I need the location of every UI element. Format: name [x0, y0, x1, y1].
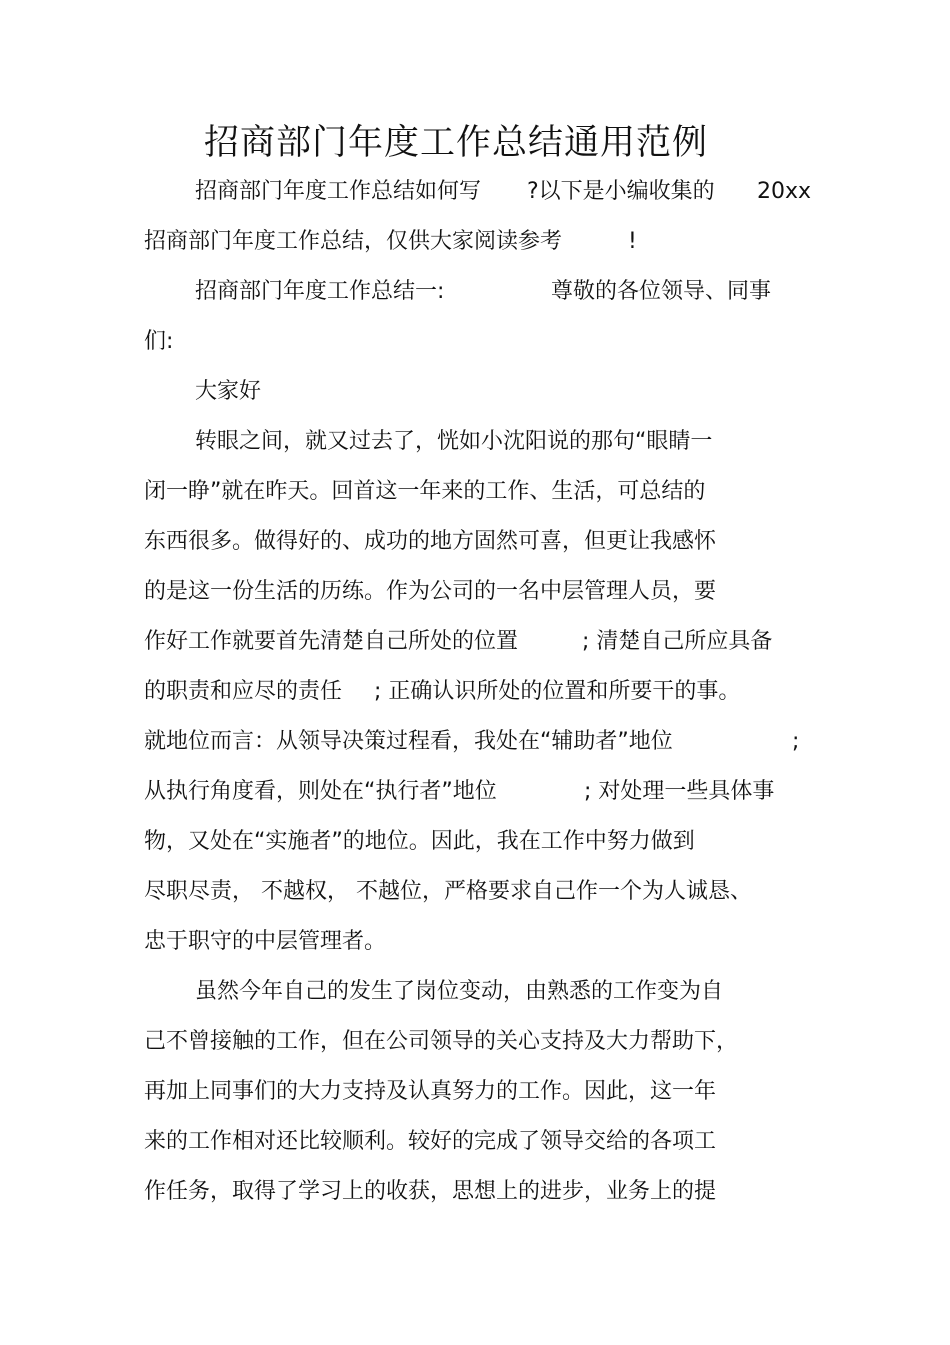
salutation-cont: 们:	[144, 329, 174, 354]
paragraph-line: 尽职尽责， 不越权， 不越位，严格要求自己作一个为人诚恳、	[144, 879, 752, 904]
paragraph-line: 虽然今年自己的发生了岗位变动，由熟悉的工作变为自	[195, 979, 724, 1004]
paragraph-line: 作任务，取得了学习上的收获，思想上的进步，业务上的提	[144, 1179, 717, 1204]
intro-text: ?以下是小编收集的	[527, 179, 715, 204]
paragraph-line: 物，又处在“实施者”的地位。因此，我在工作中努力做到	[144, 829, 695, 854]
paragraph-text: 的职责和应尽的责任	[144, 679, 343, 704]
paragraph-line: 来的工作相对还比较顺利。较好的完成了领导交给的各项工	[144, 1129, 717, 1154]
intro-year: 20xx	[757, 179, 812, 204]
document-title: 招商部门年度工作总结通用范例	[203, 123, 708, 163]
paragraph-text: ; 正确认识所处的位置和所要干的事。	[374, 679, 741, 704]
paragraph-line: 的是这一份生活的历练。作为公司的一名中层管理人员，要	[144, 579, 717, 604]
paragraph-text: 从执行角度看，则处在“执行者”地位	[144, 779, 497, 804]
section-heading-text: 招商部门年度工作总结一:	[195, 279, 445, 304]
paragraph-text: 就地位而言：从领导决策过程看，我处在“辅助者”地位	[144, 729, 673, 754]
paragraph-line: 忠于职守的中层管理者。	[144, 929, 387, 954]
intro-text: !	[628, 229, 637, 254]
paragraph-line: 东西很多。做得好的、成功的地方固然可喜，但更让我感怀	[144, 529, 717, 554]
paragraph-text: ; 对处理一些具体事	[584, 779, 775, 804]
paragraph-line: 己不曾接触的工作，但在公司领导的关心支持及大力帮助下，	[144, 1029, 739, 1054]
paragraph-text: ;	[792, 729, 800, 754]
paragraph-text: 作好工作就要首先清楚自己所处的位置	[144, 629, 519, 654]
paragraph-line: 转眼之间，就又过去了，恍如小沈阳说的那句“眼睛一	[195, 429, 713, 454]
intro-text: 招商部门年度工作总结如何写	[195, 179, 482, 204]
paragraph-line: 再加上同事们的大力支持及认真努力的工作。因此，这一年	[144, 1079, 717, 1104]
paragraph-text: ; 清楚自己所应具备	[582, 629, 773, 654]
greeting: 大家好	[195, 379, 262, 404]
intro-text: 招商部门年度工作总结，仅供大家阅读参考	[144, 229, 563, 254]
salutation-text: 尊敬的各位领导、同事	[551, 279, 772, 304]
paragraph-line: 闭一睁”就在昨天。回首这一年来的工作、生活，可总结的	[144, 479, 706, 504]
